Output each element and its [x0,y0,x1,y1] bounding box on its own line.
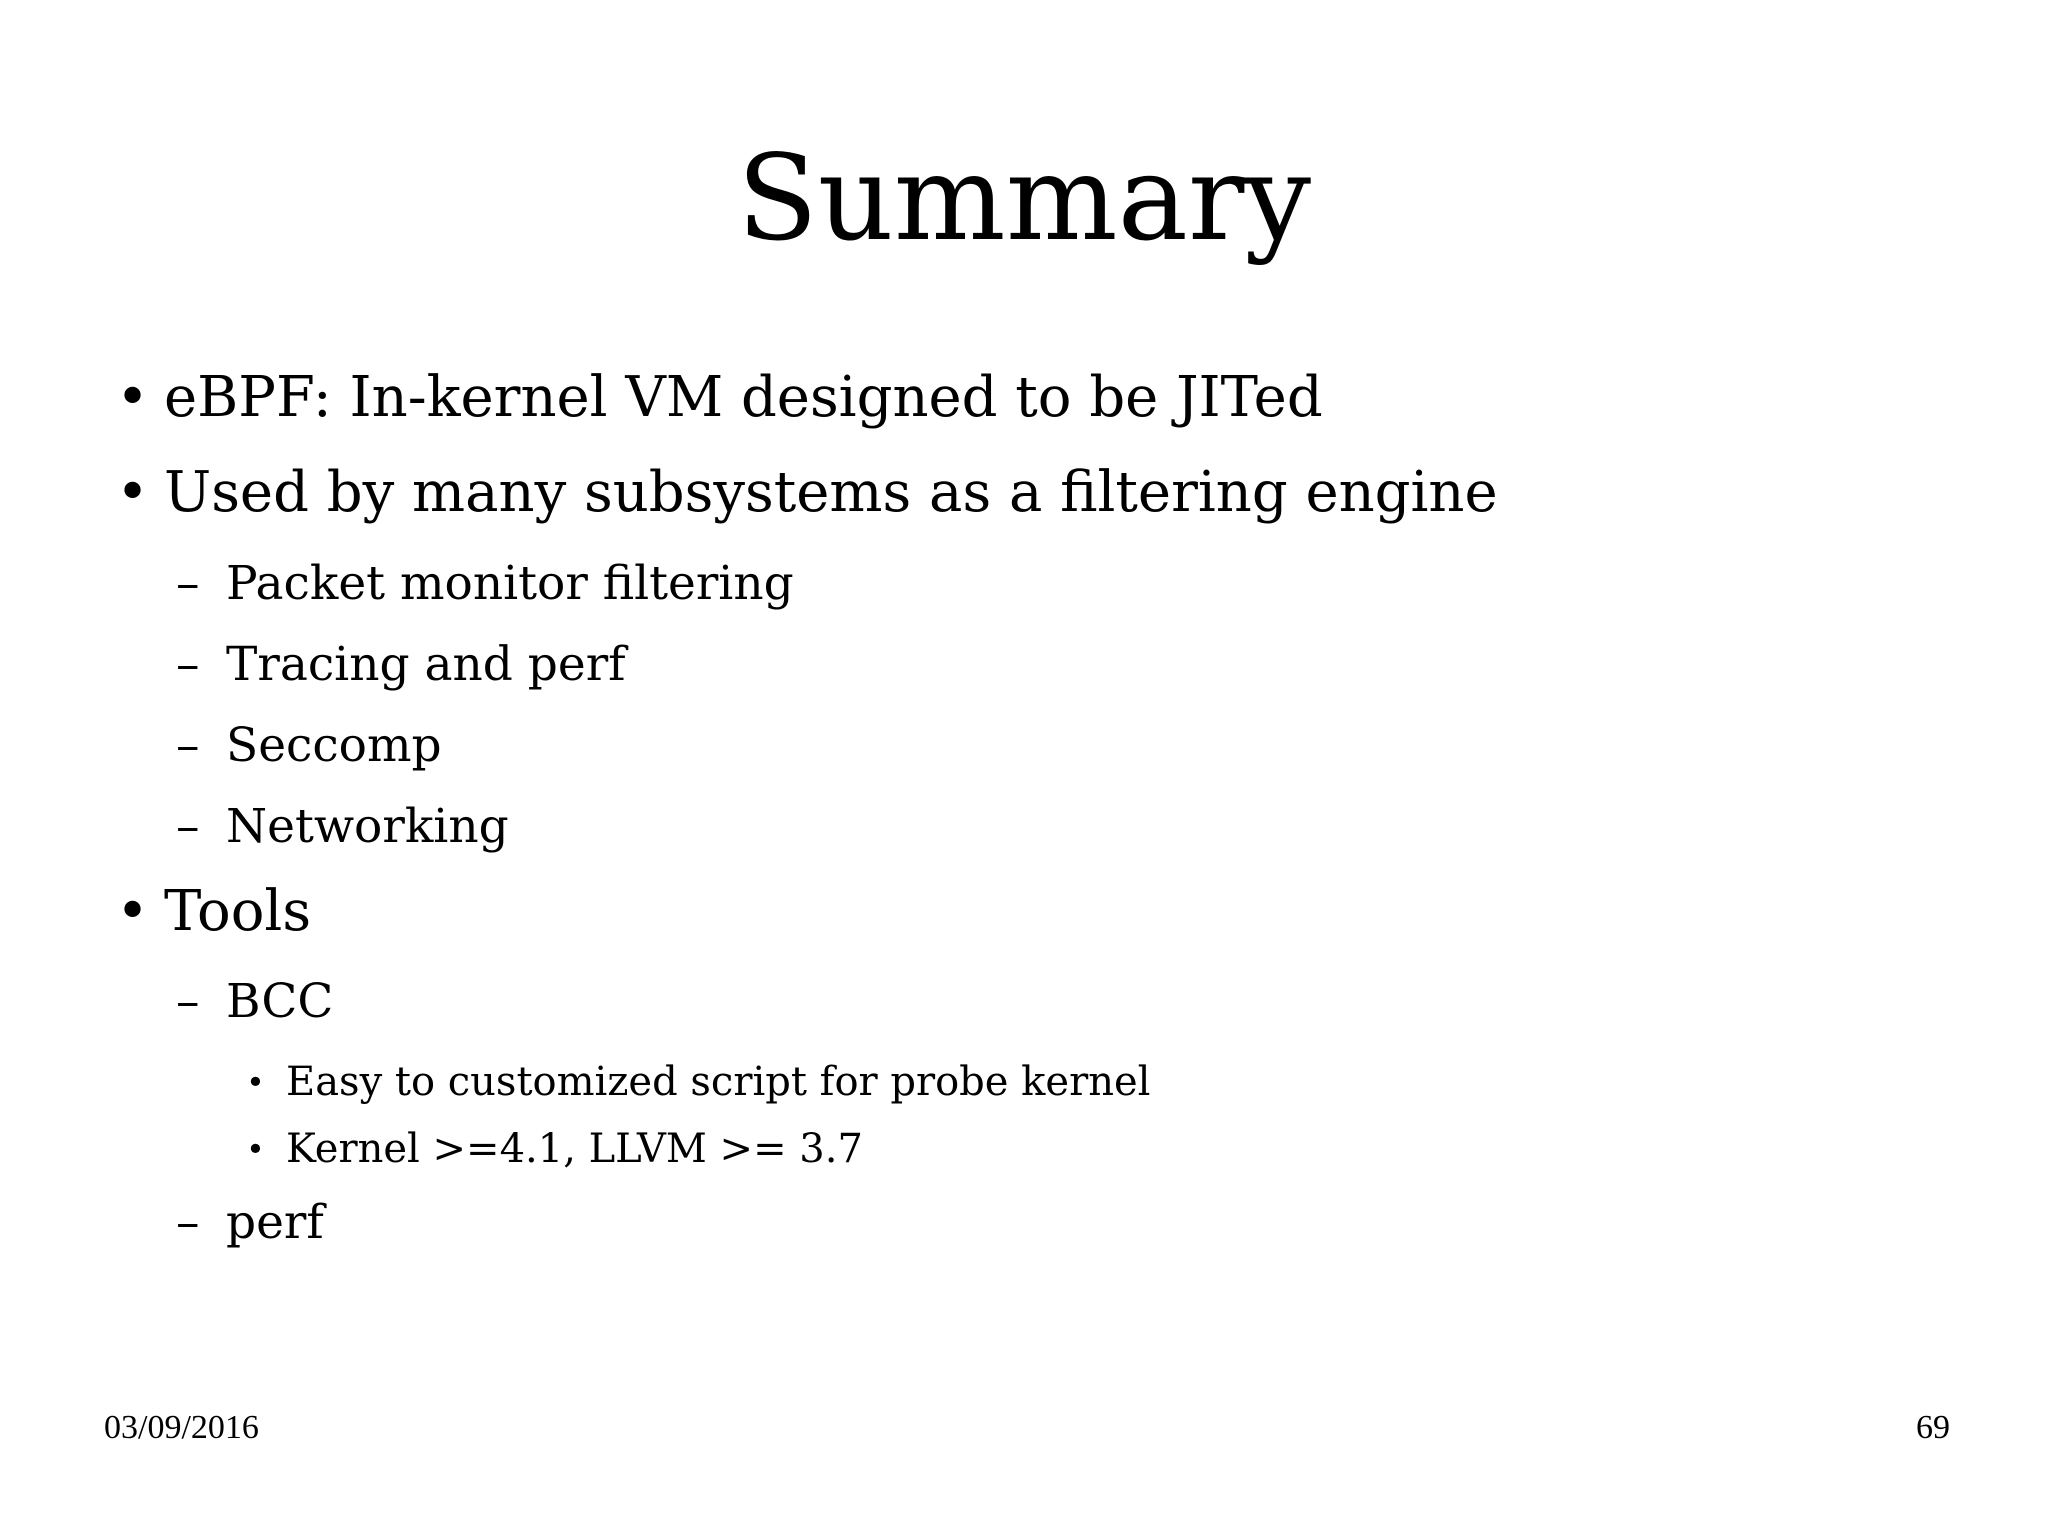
bullet-marker: • [116,460,150,525]
sub-bullet-item [176,716,442,776]
dash-marker: – [176,1195,200,1250]
dash-marker: – [176,974,200,1029]
slide-title: Summary [736,129,1312,267]
dash-marker: – [176,637,200,692]
sub-sub-bullet-text: Kernel >=4.1, LLVM >= 3.7 [286,1126,863,1172]
dash-marker: – [176,556,200,611]
bullet-item [116,877,312,947]
sub-bullet-text: Tracing and perf [226,637,626,692]
sub-bullet-item [176,554,794,614]
bullet-marker: • [246,1130,265,1168]
sub-bullet-item [176,635,626,695]
sub-bullet-text: perf [226,1195,324,1250]
bullet-item [116,458,1498,528]
sub-sub-bullet-item [246,1123,863,1175]
bullet-marker: • [116,879,150,944]
bullet-text: Tools [164,879,312,944]
sub-bullet-text: Networking [226,799,509,854]
sub-bullet-text: Packet monitor filtering [226,556,794,611]
bullet-marker: • [116,365,150,430]
sub-sub-bullet-item [246,1056,1151,1108]
sub-bullet-item [176,972,334,1032]
bullet-marker: • [246,1063,265,1101]
sub-sub-bullet-text: Easy to customized script for probe kernel [286,1059,1151,1105]
sub-bullet-text: BCC [226,974,334,1029]
sub-bullet-item [176,1193,324,1253]
footer-date: 03/09/2016 [104,1409,259,1446]
bullet-text: eBPF: In-kernel VM designed to be JITed [164,365,1323,430]
bullet-text: Used by many subsystems as a filtering engine [164,460,1498,525]
bullet-item [116,363,1323,433]
dash-marker: – [176,799,200,854]
dash-marker: – [176,718,200,773]
sub-bullet-item [176,797,509,857]
page-number: 69 [1916,1409,1950,1446]
sub-bullet-text: Seccomp [226,718,442,773]
